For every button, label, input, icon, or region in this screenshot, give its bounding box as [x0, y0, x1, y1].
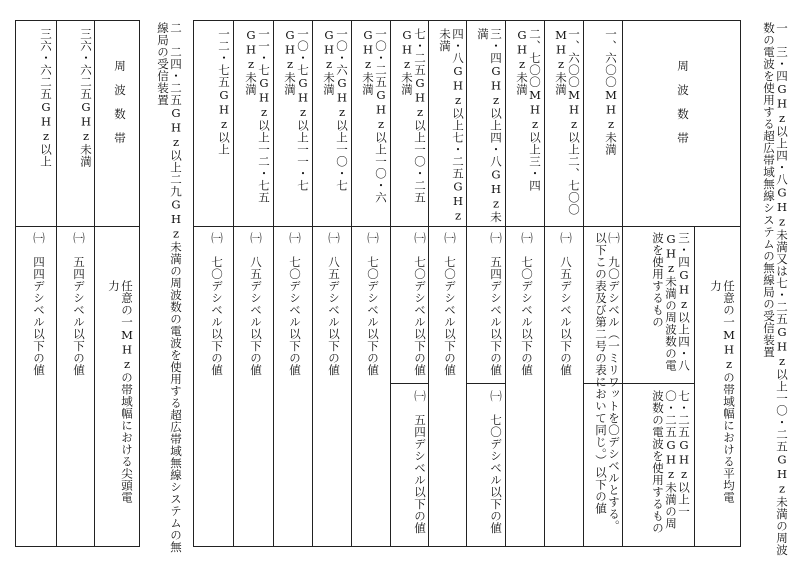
table-2-top-border	[15, 20, 139, 21]
col-sep	[694, 226, 695, 547]
row-4-frequency: 三・四GHz以上四・八GHz未満	[476, 28, 503, 223]
col-sep	[583, 20, 584, 547]
col-sep	[428, 20, 429, 547]
row-5-frequency: 四・八GHz以上七・二五GHz未満	[438, 28, 465, 223]
row-3-value: ㈠ 七〇デシベル以下の値	[520, 232, 534, 376]
col-sep	[544, 20, 545, 547]
frequency-band-header: 周 波 数 帯	[676, 60, 690, 144]
row-9-value: ㈠ 七〇デシベル以下の値	[288, 232, 302, 376]
col-sep	[390, 20, 391, 547]
row-4-value-a: ㈠ 五四デシベル以下の値	[489, 232, 503, 376]
row-11-value: ㈠ 七〇デシベル以下の値	[210, 232, 224, 376]
row-1-value: ㈠ 九〇デシベル（一ミリワットを〇デシベルとする。以下この表及び第二号の表において同じ。）以下の値	[594, 232, 621, 532]
frequency-band-header-2: 周 波 数 帯	[113, 60, 127, 144]
col-sep	[351, 20, 352, 547]
row-10-value: ㈠ 八五デシベル以下の値	[249, 232, 263, 376]
table-2-right-border	[139, 20, 140, 547]
col-sep	[466, 20, 467, 547]
row-2-value: ㈠ 八五デシベル以下の値	[559, 232, 573, 376]
row-10-frequency: 一一・七GHz以上一二・七五GHz未満	[244, 28, 271, 204]
col-sep	[505, 20, 506, 547]
subheader-3-4ghz: 三・四GHz以上四・八GHz未満の周波数の電波を使用するもの	[651, 232, 691, 372]
col-sep	[94, 20, 95, 547]
row-6-value-b: ㈠ 五四デシベル以下の値	[413, 390, 427, 534]
subheader-7-25ghz: 七・二五GHz以上一〇・二五GHz未満の周波数の電波を使用するもの	[651, 390, 691, 534]
row-3-frequency: 二、七〇〇MHz以上三・四GHz未満	[515, 28, 542, 192]
row-7-value: ㈠ 七〇デシベル以下の値	[366, 232, 380, 376]
row-6-value-a: ㈠ 七〇デシベル以下の値	[413, 232, 427, 376]
t2-row-2-frequency: 三六・六二五GHz以上	[39, 28, 53, 168]
col-sep	[622, 20, 623, 547]
row-8-value: ㈠ 八五デシベル以下の値	[327, 232, 341, 376]
row-9-frequency: 一〇・七GHz以上一一・七GHz未満	[283, 28, 310, 192]
split-cell-divider	[390, 383, 428, 384]
row-7-frequency: 一〇・二五GHz以上一〇・六GHz未満	[361, 28, 388, 204]
t2-row-2-value: ㈠ 四四デシベル以下の値	[32, 232, 46, 376]
table-1-left-border	[193, 20, 194, 547]
row-1-frequency: 一、六〇〇MHz未満	[604, 28, 618, 156]
row-2-frequency: 一、六〇〇MHz以上二、七〇〇MHz未満	[554, 28, 581, 216]
table-1-caption: 一 三・四GHz以上四・八GHz未満又は七・二五GHz以上一〇・二五GHz未満の周波数の電波を使用する超広帯域無線システムの無線局の受信装置	[762, 22, 789, 556]
table-2-header-divider	[15, 226, 139, 227]
table-1-right-border	[740, 20, 741, 547]
peak-power-header: 任意の一MHzの帯域幅における尖頭電力	[107, 280, 134, 504]
table-1-top-border	[193, 20, 741, 21]
row-6-frequency: 七・二五GHz以上一〇・二五GHz未満	[400, 28, 427, 204]
col-sep	[273, 20, 274, 547]
table-2-left-border	[15, 20, 16, 547]
col-sep	[233, 20, 234, 547]
t2-row-1-value: ㈠ 五四デシベル以下の値	[72, 232, 86, 376]
average-power-header: 任意の一MHzの帯域幅における平均電力	[709, 280, 736, 504]
table-2-bottom-border	[15, 546, 139, 547]
table-1-header-divider	[193, 226, 741, 227]
table-2-caption: 二 二四・二五GHz以上二九GHz未満の周波数の電波を使用する超広帯域無線システムの無線局の受信装置	[156, 22, 183, 553]
t2-row-1-frequency: 三六・六二五GHz未満	[79, 28, 93, 168]
row-11-frequency: 一二・七五GHz以上	[217, 28, 231, 156]
table-1-bottom-border	[193, 546, 741, 547]
split-cell-divider	[466, 383, 505, 384]
row-5-value: ㈠ 七〇デシベル以下の値	[443, 232, 457, 376]
row-4-value-b: ㈠ 七〇デシベル以下の値	[489, 390, 503, 534]
row-8-frequency: 一〇・六GHz以上一〇・七GHz未満	[322, 28, 349, 192]
col-sep	[56, 20, 57, 547]
col-sep	[312, 20, 313, 547]
